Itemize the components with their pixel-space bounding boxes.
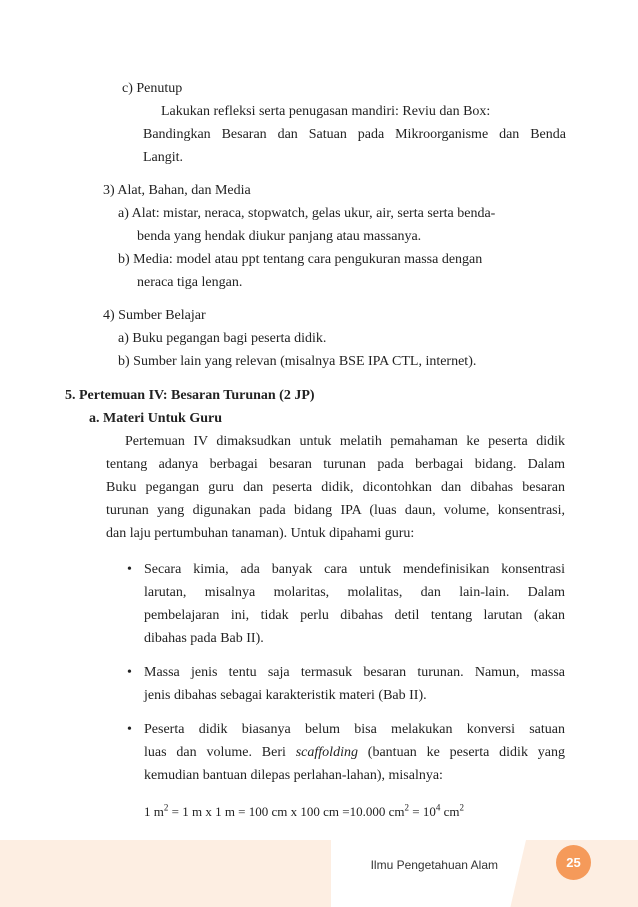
formula <box>144 800 464 823</box>
footer-band <box>0 840 638 907</box>
bullet3-line2-post: (bantuan ke peserta didik yang <box>357 745 565 760</box>
formula-part2: = 1 m x 1 m = 100 cm x 100 cm =10.000 cm <box>168 804 405 819</box>
alat-item-b-line1: b) Media: model atau ppt tentang cara pengukuran massa dengan <box>118 252 483 267</box>
formula-exp4: 2 <box>459 802 464 813</box>
para-line4: turunan yang digunakan pada bidang IPA (luas daun, volume, konsentrasi, <box>106 503 565 518</box>
penutup-text-line2: Bandingkan Besaran dan Satuan pada Mikroorganisme dan Benda <box>143 127 566 142</box>
formula-exp3: 4 <box>435 802 441 813</box>
bullet1-line4: dibahas pada Bab II). <box>144 631 264 646</box>
bullet1-line1: Secara kimia, ada banyak cara untuk mendefinisikan konsentrasi <box>144 562 565 577</box>
para-line1: Pertemuan IV dimaksudkan untuk melatih pemahaman ke peserta didik <box>125 434 565 449</box>
bullet3-line1: Peserta didik biasanya belum bisa melakukan konversi satuan <box>144 722 565 737</box>
sumber-item-a: a) Buku pegangan bagi peserta didik. <box>118 331 327 346</box>
bullet1-line2: larutan, misalnya molaritas, molalitas, dan lain-lain. Dalam <box>144 585 565 600</box>
formula-part4: cm <box>440 804 460 819</box>
penutup-text-line3: Langit. <box>143 150 184 165</box>
para-line5: dan laju pertumbuhan tanaman). Untuk dipahami guru: <box>106 526 415 541</box>
para-line2: tentang adanya berbagai besaran turunan pada berbagai bidang. Dalam <box>106 457 565 472</box>
subsection-heading: a. Materi Untuk Guru <box>89 411 222 426</box>
para-line3: Buku pegangan guru dan peserta didik, dicontohkan dan dibahas besaran <box>106 480 565 495</box>
bullet3-line2-pre: luas dan volume. Beri <box>144 745 296 760</box>
penutup-heading: c) Penutup <box>122 81 183 96</box>
formula-part3: = 10 <box>409 804 436 819</box>
alat-item-a-line2: benda yang hendak diukur panjang atau massanya. <box>137 229 422 244</box>
sumber-item-b: b) Sumber lain yang relevan (misalnya BSE IPA CTL, internet). <box>118 354 477 369</box>
footer-book-title: Ilmu Pengetahuan Alam <box>370 858 498 872</box>
bullet-dot: • <box>127 722 132 737</box>
bullet1-line3: pembelajaran ini, tidak perlu dibahas detil tentang larutan (akan <box>144 608 565 623</box>
formula-part1: 1 m <box>144 804 164 819</box>
penutup-text-line1: Lakukan refleksi serta penugasan mandiri: Reviu dan Box: <box>161 104 491 119</box>
sumber-heading: 4) Sumber Belajar <box>103 308 206 323</box>
footer-tab <box>331 840 526 907</box>
alat-item-b-line2: neraca tiga lengan. <box>137 275 243 290</box>
bullet2-line1: Massa jenis tentu saja termasuk besaran turunan. Namun, massa <box>144 665 565 680</box>
bullet3-line3: kemudian bantuan dilepas perlahan-lahan), misalnya: <box>144 768 443 783</box>
bullet-dot: • <box>127 665 132 680</box>
bullet-dot: • <box>127 562 132 577</box>
bullet2-line2: jenis dibahas sebagai karakteristik materi (Bab II). <box>144 688 427 703</box>
formula-exp1: 2 <box>163 802 169 813</box>
alat-heading: 3) Alat, Bahan, dan Media <box>103 183 251 198</box>
bullet3-line2-em: scaffolding <box>295 745 358 760</box>
page-number: 25 <box>556 845 591 880</box>
bullet3-line2 <box>144 741 565 764</box>
alat-item-a-line1: a) Alat: mistar, neraca, stopwatch, gelas ukur, air, serta serta benda- <box>118 206 496 221</box>
formula-exp2: 2 <box>404 802 409 813</box>
section-heading: 5. Pertemuan IV: Besaran Turunan (2 JP) <box>65 388 315 403</box>
